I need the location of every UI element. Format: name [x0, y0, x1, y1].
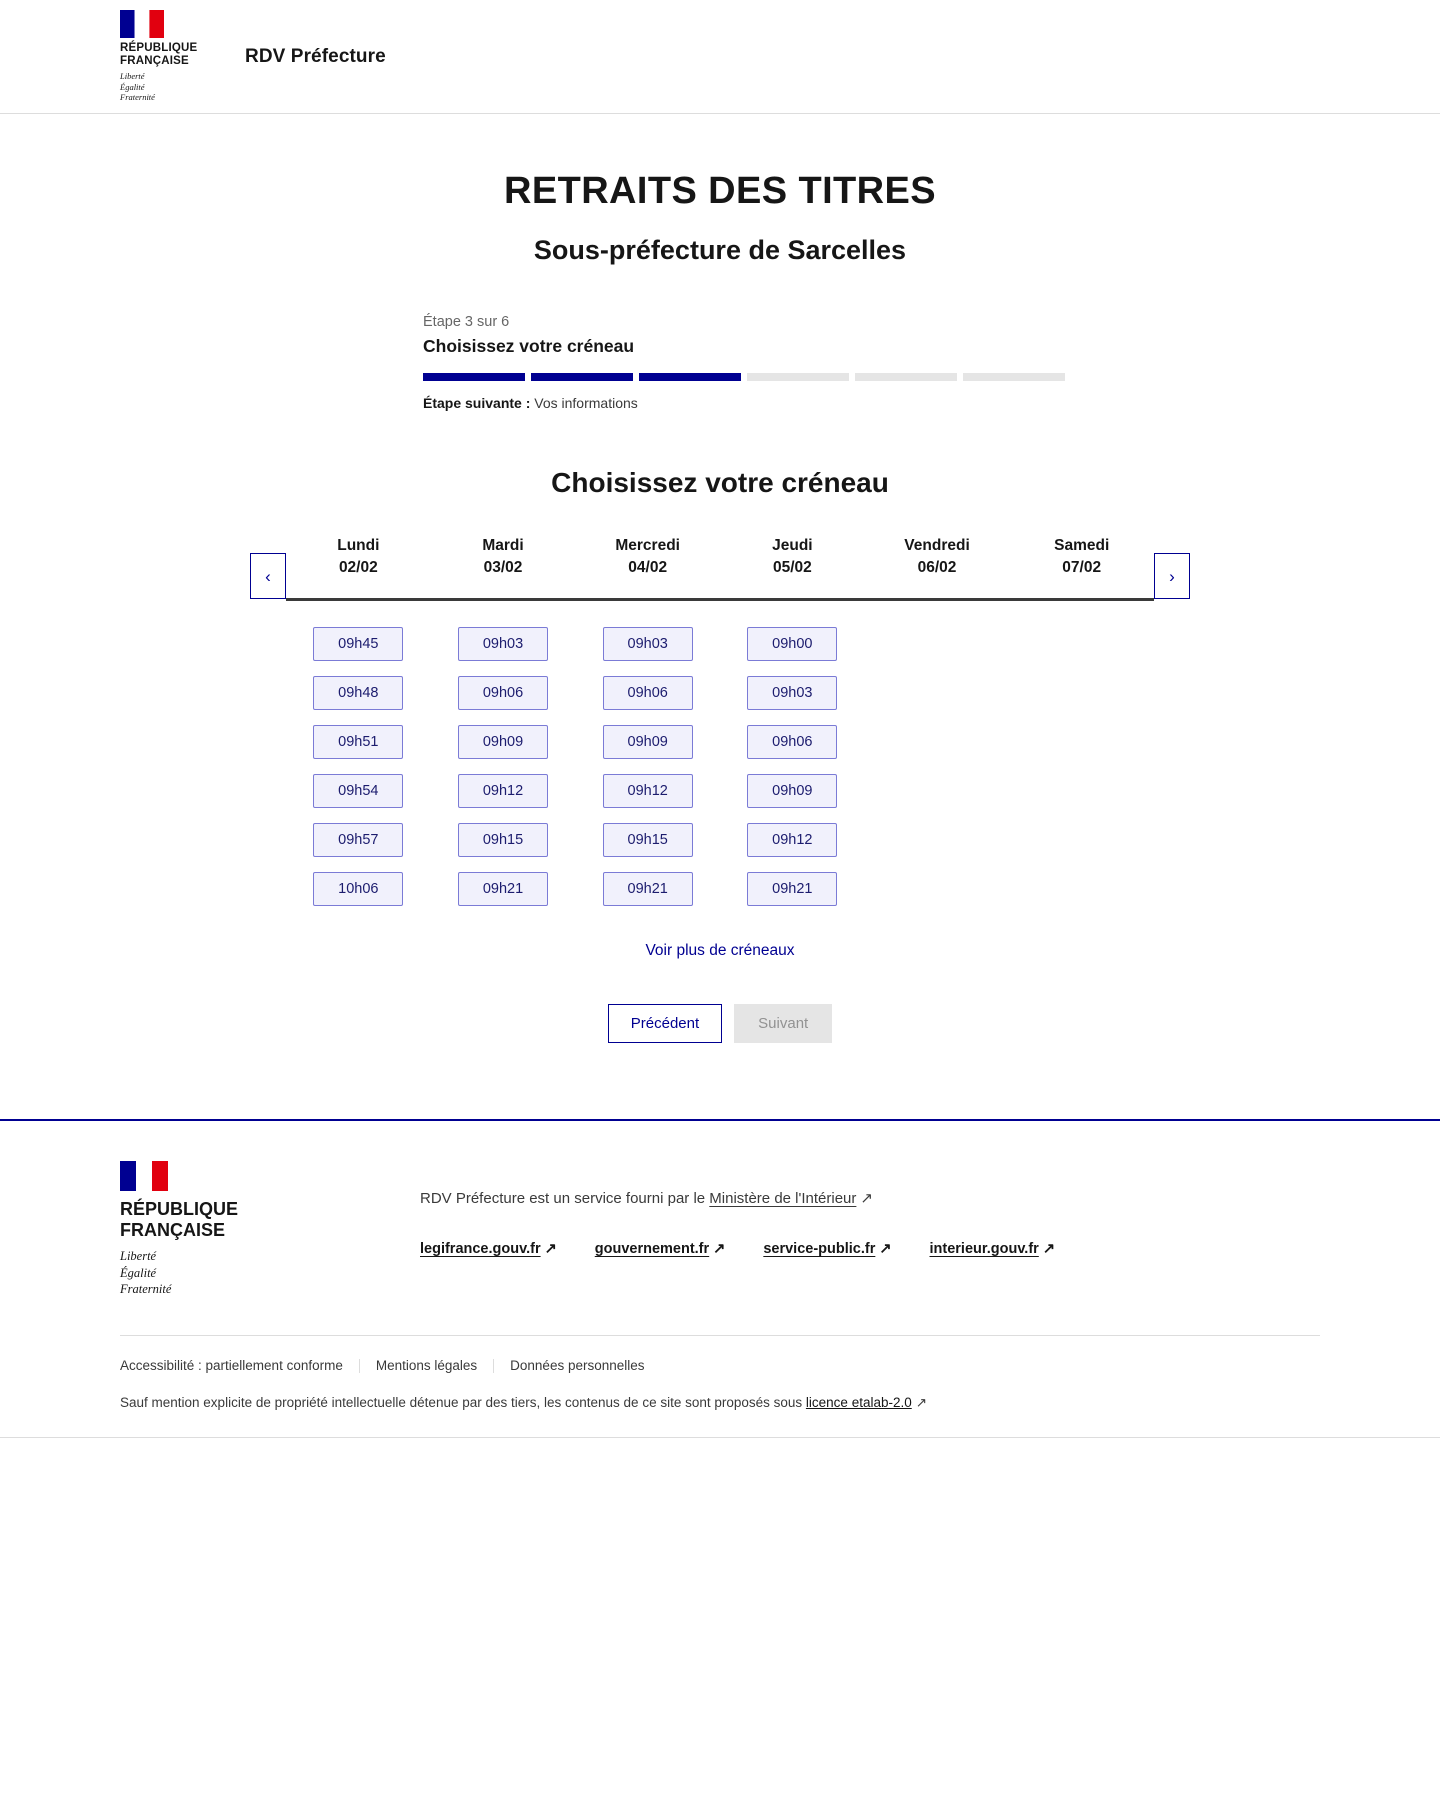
devise-line-1: Liberté — [120, 70, 145, 81]
day-header — [286, 535, 431, 601]
day-column — [575, 535, 720, 906]
day-name: Vendredi — [904, 537, 970, 554]
footer-note-text: Sauf mention explicite de propriété intellectuelle détenue par des tiers, les contenus de ce site sont proposés sous — [120, 1395, 806, 1411]
slot-list — [286, 627, 431, 906]
slot-button[interactable]: 09h00 — [747, 627, 837, 661]
footer-description — [420, 1161, 1320, 1207]
day-header — [720, 535, 865, 601]
slot-button[interactable]: 09h12 — [747, 823, 837, 857]
slot-button[interactable]: 09h15 — [458, 823, 548, 857]
footer-republic-line-1: RÉPUBLIQUE — [120, 1198, 239, 1219]
slot-button[interactable]: 09h51 — [313, 725, 403, 759]
footer-link-item — [763, 1241, 891, 1257]
footer-devise-line-1: Liberté — [120, 1249, 157, 1264]
footer-note — [120, 1395, 1320, 1437]
day-column — [431, 535, 576, 906]
previous-button[interactable]: Précédent — [608, 1004, 722, 1043]
footer-links — [420, 1241, 1320, 1257]
slot-list — [431, 627, 576, 906]
stepper-progress — [423, 373, 1065, 381]
slot-button[interactable]: 09h15 — [603, 823, 693, 857]
devise-line-3: Fraternité — [120, 92, 155, 103]
footer-top — [120, 1161, 1320, 1297]
external-link-icon: ↗ — [544, 1240, 557, 1257]
external-link-icon: ↗ — [915, 1395, 928, 1411]
stepper — [375, 314, 1065, 411]
more-slots-link[interactable]: Voir plus de créneaux — [645, 941, 795, 959]
chevron-left-icon: ‹ — [265, 566, 271, 586]
slot-button[interactable]: 09h03 — [603, 627, 693, 661]
footer-legal-link[interactable]: Mentions légales — [375, 1358, 478, 1374]
stepper-bar — [747, 373, 849, 381]
stepper-title: Choisissez votre créneau — [423, 336, 635, 356]
previous-week-button[interactable] — [250, 553, 286, 599]
day-column — [865, 535, 1010, 906]
day-columns — [286, 535, 1154, 906]
footer-devise — [120, 1248, 340, 1297]
slot-button[interactable]: 09h06 — [458, 676, 548, 710]
day-header — [1009, 535, 1154, 601]
day-header — [865, 535, 1010, 601]
slot-button[interactable]: 09h03 — [747, 676, 837, 710]
footer-external-link[interactable]: legifrance.gouv.fr — [420, 1240, 541, 1257]
ministere-interieur-link[interactable]: Ministère de l'Intérieur — [709, 1189, 857, 1207]
site-footer — [0, 1119, 1440, 1437]
slot-button[interactable]: 09h06 — [747, 725, 837, 759]
external-link-icon: ↗ — [1042, 1240, 1055, 1257]
page-title: RETRAITS DES TITRES — [504, 170, 936, 212]
day-name: Lundi — [337, 537, 380, 554]
footer-description-text: RDV Préfecture est un service fourni par le — [420, 1189, 710, 1207]
day-name: Mercredi — [615, 537, 680, 554]
day-header — [575, 535, 720, 601]
site-title: RDV Préfecture — [245, 45, 386, 67]
footer-external-link[interactable]: interieur.gouv.fr — [929, 1240, 1039, 1257]
slot-list — [720, 627, 865, 906]
slot-list — [575, 627, 720, 906]
slot-button[interactable]: 09h12 — [458, 774, 548, 808]
slot-button[interactable]: 09h09 — [747, 774, 837, 808]
footer-devise-line-3: Fraternité — [120, 1281, 172, 1296]
day-column — [1009, 535, 1154, 906]
main-content — [0, 114, 1440, 1043]
stepper-count: Étape 3 sur 6 — [423, 314, 510, 330]
slot-button[interactable]: 09h06 — [603, 676, 693, 710]
footer-legal-link[interactable]: Données personnelles — [510, 1358, 645, 1374]
day-column — [286, 535, 431, 906]
republic-line-1: RÉPUBLIQUE — [120, 42, 198, 55]
stepper-bar — [423, 373, 525, 381]
footer-link-item — [930, 1241, 1055, 1257]
footer-republic-line-2: FRANÇAISE — [120, 1219, 226, 1240]
external-link-icon: ↗ — [879, 1240, 892, 1257]
slot-calendar — [250, 535, 1190, 906]
republique-francaise-logo — [120, 10, 225, 103]
footer-external-link[interactable]: service-public.fr — [763, 1240, 876, 1257]
republic-line-2: FRANÇAISE — [120, 55, 189, 68]
external-link-icon: ↗ — [860, 1189, 873, 1207]
day-column — [720, 535, 865, 906]
stepper-next — [423, 395, 1065, 411]
french-flag-icon — [120, 1161, 168, 1191]
next-button[interactable]: Suivant — [734, 1004, 832, 1043]
day-date: 04/02 — [628, 559, 668, 577]
day-date: 05/02 — [772, 559, 812, 577]
stepper-bar — [531, 373, 633, 381]
slot-button[interactable]: 09h45 — [313, 627, 403, 661]
day-date: 07/02 — [1062, 559, 1102, 577]
footer-link-item — [595, 1241, 726, 1257]
day-name: Jeudi — [772, 537, 813, 554]
day-date: 02/02 — [338, 559, 378, 577]
footer-external-link[interactable]: gouvernement.fr — [594, 1240, 710, 1257]
slot-button[interactable]: 09h21 — [747, 872, 837, 906]
stepper-bar — [855, 373, 957, 381]
external-link-icon: ↗ — [713, 1240, 726, 1257]
devise-line-2: Égalité — [120, 81, 145, 92]
day-date: 03/02 — [483, 559, 523, 577]
slot-button[interactable]: 09h21 — [458, 872, 548, 906]
stepper-next-label: Étape suivante : — [423, 395, 531, 411]
site-header — [0, 0, 1440, 114]
day-date: 06/02 — [917, 559, 957, 577]
day-header — [431, 535, 576, 601]
day-name: Mardi — [482, 537, 524, 554]
next-week-button[interactable] — [1154, 553, 1190, 599]
form-actions — [0, 1004, 1440, 1043]
slot-button[interactable]: 09h09 — [603, 725, 693, 759]
slot-button[interactable]: 10h06 — [313, 872, 403, 906]
slot-button[interactable]: 09h54 — [313, 774, 403, 808]
slot-button[interactable]: 09h12 — [603, 774, 693, 808]
page-subtitle: Sous-préfecture de Sarcelles — [533, 235, 907, 265]
stepper-next-value: Vos informations — [534, 395, 638, 411]
chevron-right-icon: › — [1169, 566, 1175, 586]
slot-button[interactable]: 09h03 — [458, 627, 548, 661]
slots-heading: Choisissez votre créneau — [551, 467, 889, 498]
etalab-licence-link[interactable]: licence etalab-2.0 — [805, 1395, 912, 1411]
stepper-bar — [963, 373, 1065, 381]
footer-link-item — [420, 1241, 557, 1257]
footer-legal-links — [120, 1358, 1320, 1373]
footer-devise-line-2: Égalité — [120, 1265, 157, 1280]
devise — [120, 71, 225, 103]
footer-bottom — [120, 1335, 1320, 1437]
slot-button[interactable]: 09h21 — [603, 872, 693, 906]
page-bottom-rule — [0, 1437, 1440, 1438]
brand-block[interactable] — [120, 10, 386, 103]
slot-button[interactable]: 09h09 — [458, 725, 548, 759]
footer-republique-logo — [120, 1161, 340, 1297]
slot-button[interactable]: 09h57 — [313, 823, 403, 857]
french-flag-icon — [120, 10, 164, 38]
slot-button[interactable]: 09h48 — [313, 676, 403, 710]
stepper-bar — [639, 373, 741, 381]
footer-legal-link[interactable]: Accessibilité : partiellement conforme — [120, 1358, 343, 1374]
day-name: Samedi — [1054, 537, 1110, 554]
